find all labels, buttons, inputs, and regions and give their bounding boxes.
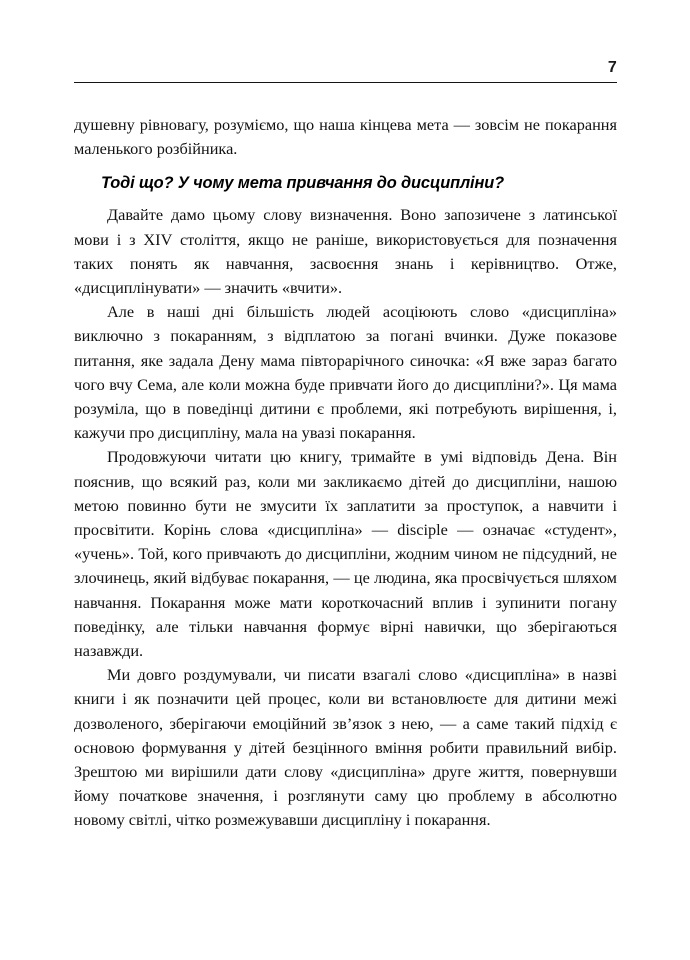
paragraph-definition: Давайте дамо цьому слову визначення. Воно запозичене з латинської мови і з XIV століття, якщо не раніше, використовується для позначення таких понять як навчання, засвоєння знань і керівництво. Отже, «дисциплінувати» — значить «вчити».	[74, 205, 617, 298]
section-heading: Тоді що? У чому мета привчання до дисципліни?	[101, 174, 504, 193]
page-number: 7	[607, 59, 617, 76]
paragraph-disciple	[74, 445, 617, 663]
text-column	[74, 113, 617, 833]
header-divider	[74, 82, 617, 83]
paragraph-continuation: душевну рівновагу, розуміємо, що наша кінцева мета — зовсім не покарання маленького розбійника.	[74, 115, 617, 159]
paragraph-association: Але в наші дні більшість людей асоціюють слово «дисципліна» виключно з покаранням, з відплатою за погані вчинки. Дуже показове питання, яке задала Дену мама півторарічного синочка: «Я вже зараз багато чого вчу Сема, але коли можна буде привчати його до дисципліни?». Ця мама розуміла, що в поведінці дитини є проблеми, які потребують вирішення, і, кажучи про дисципліну, мала на увазі покарання.	[74, 302, 617, 443]
latin-term-disciple: disciple	[397, 520, 448, 540]
paragraph-disciple-text-after: — означає «студент», «учень». Той, кого привчають до дисципліни, жодним чином не підсудний, не злочинець, який відбуває покарання, — це людина, яка просвічується шляхом навчання. Покарання може мати короткочасний вплив і зупинити погану поведінку, але тільки навчання формує вірні навички, що зберігаються назавжди.	[74, 520, 617, 661]
page-header	[74, 58, 617, 91]
paragraph-disciple-text-before: Продовжуючи читати цю книгу, тримайте в умі відповідь Дена. Він пояснив, що всякий раз, коли ми закликаємо дітей до дисципліни, нашою метою повинно бути не змусити їх заплатити за проступок, а навчити і просвітити. Корінь слова «дисципліна» —	[74, 447, 617, 540]
paragraph-second-life: Ми довго роздумували, чи писати взагалі слово «дисципліна» в назві книги і як позначити цей процес, коли ви встановлюєте для дитини межі дозволеного, зберігаючи емоційний зв’язок з нею, — а саме такий підхід є основою формування у дітей безцінного вміння робити правильний вибір. Зрештою ми вирішили дати слову «дисципліна» друге життя, повернувши йому початкове значення, і розглянути саму цю проблему в абсолютно новому світлі, чітко розмежувавши дисципліну і покарання.	[74, 665, 617, 830]
